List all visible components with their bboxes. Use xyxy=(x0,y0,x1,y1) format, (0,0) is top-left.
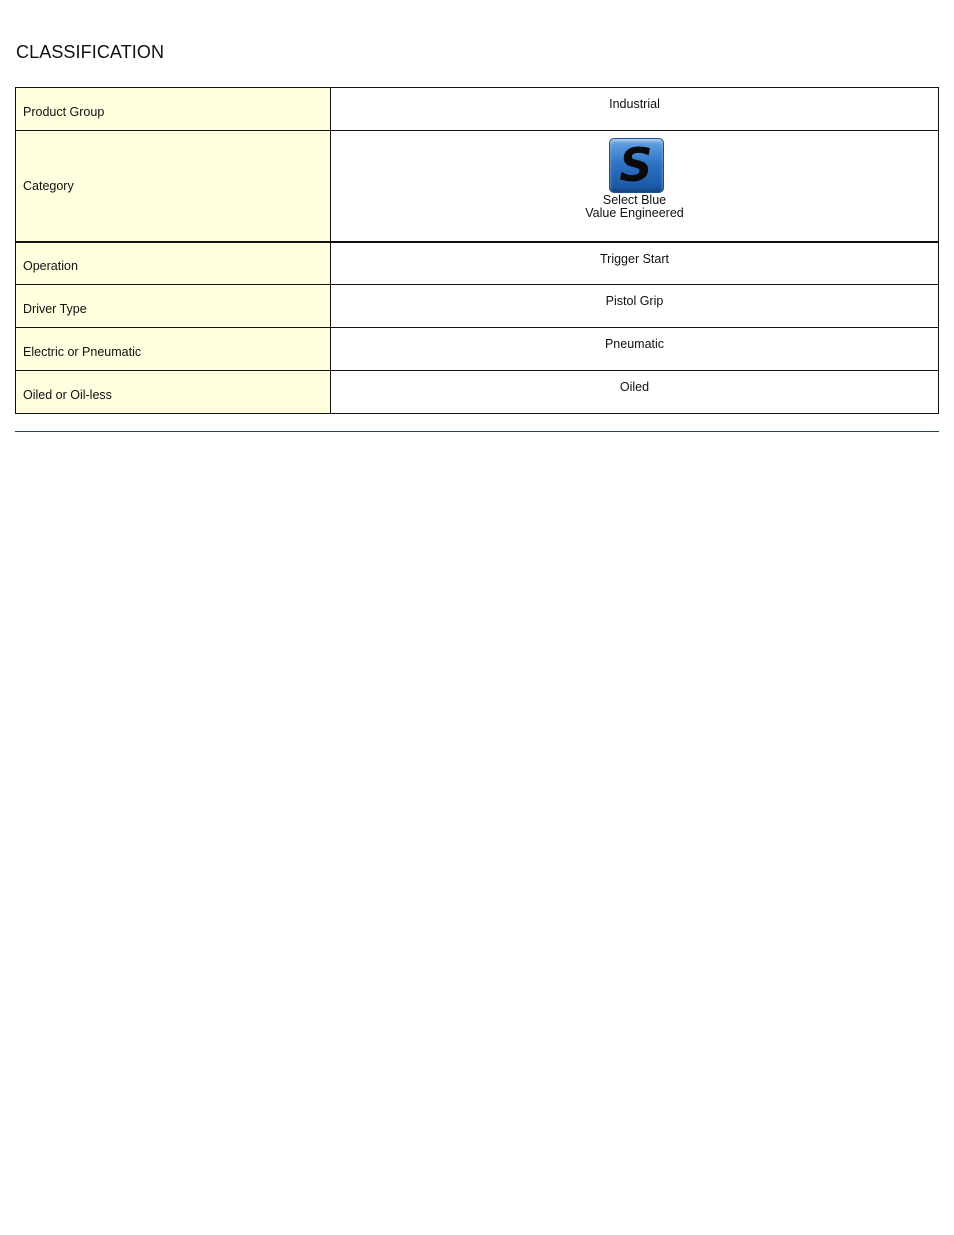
select-blue-logo-icon xyxy=(609,138,664,193)
row-value xyxy=(331,131,939,242)
row-label: Driver Type xyxy=(16,285,331,328)
driver-type-value: Pistol Grip xyxy=(605,294,664,308)
oiled-value: Oiled xyxy=(619,380,650,394)
table-row xyxy=(16,285,939,328)
row-label: Operation xyxy=(16,242,331,285)
row-label: Product Group xyxy=(16,88,331,131)
table-row xyxy=(16,88,939,131)
row-value xyxy=(331,328,939,371)
row-label: Electric or Pneumatic xyxy=(16,328,331,371)
product-group-value: Industrial xyxy=(609,97,660,111)
table-row xyxy=(16,328,939,371)
divider xyxy=(15,431,939,432)
section-title: CLASSIFICATION xyxy=(16,42,165,62)
power-type-value: Pneumatic xyxy=(604,337,665,351)
row-label: Category xyxy=(16,131,331,242)
category-line-2: Value Engineered xyxy=(585,206,684,220)
row-value xyxy=(331,285,939,328)
table-row xyxy=(16,371,939,414)
operation-value: Trigger Start xyxy=(599,251,669,266)
table-row xyxy=(16,242,939,285)
row-value xyxy=(331,242,939,285)
row-value xyxy=(331,88,939,131)
row-value xyxy=(331,371,939,414)
category-value xyxy=(331,131,938,220)
row-label: Oiled or Oil-less xyxy=(16,371,331,414)
logo-letter: S xyxy=(619,137,653,192)
table-row xyxy=(16,131,939,242)
category-line-1: Select Blue xyxy=(602,193,667,207)
classification-table xyxy=(15,87,939,414)
